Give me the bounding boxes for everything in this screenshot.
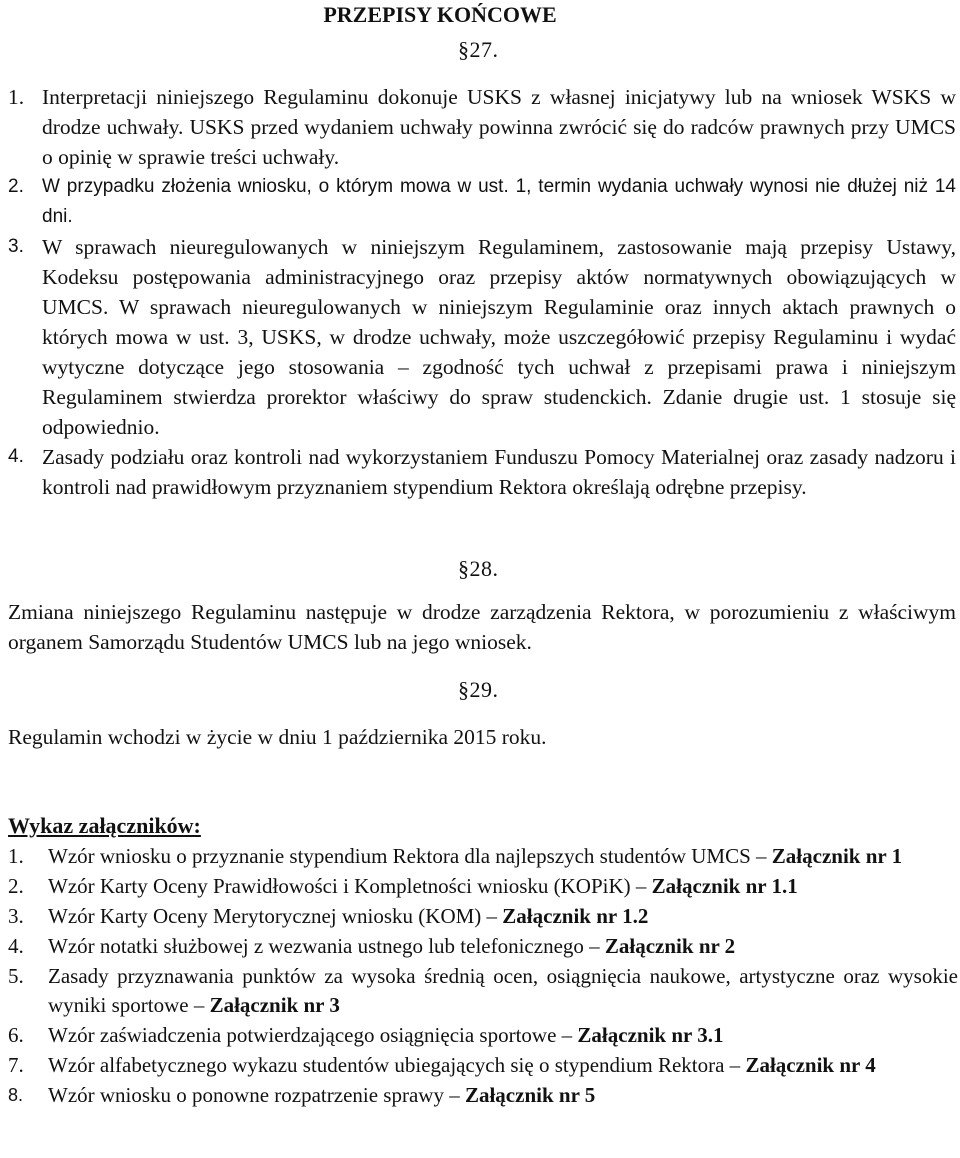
section-27-number: §27. [458,37,499,62]
attachments-list [8,842,958,1110]
chapter-title: PRZEPISY KOŃCOWE [323,2,557,27]
attachment-item: 1. Wzór wniosku o przyznanie stypendium Rektora dla najlepszych studentów UMCS – Załącznik nr 1 [8,844,903,868]
attachment-item: 3. Wzór Karty Oceny Merytorycznej wniosku (KOM) – Załącznik nr 1.2 [8,904,649,928]
attachment-item: 8. Wzór wniosku o ponowne rozpatrzenie sprawy – Załącznik nr 5 [8,1083,596,1107]
s27-item-2: 2. W przypadku złożenia wniosku, o którym mowa w ust. 1, termin wydania uchwały wynosi nie dłużej niż 14 dni. [8,176,956,227]
attachments-heading: Wykaz załączników: [8,813,201,838]
attachment-item: 2. Wzór Karty Oceny Prawidłowości i Kompletności wniosku (KOPiK) – Załącznik nr 1.1 [8,874,798,898]
attachment-item: 4. Wzór notatki służbowej z wezwania ustnego lub telefonicznego – Załącznik nr 2 [8,934,736,958]
section-28-number: §28. [458,556,499,581]
attachment-item: 7. Wzór alfabetycznego wykazu studentów ubiegających się o stypendium Rektora – Załącznik nr 4 [8,1053,876,1077]
s27-item-3: 3. W sprawach nieuregulowanych w niniejszym Regulaminem, zastosowanie mają przepisy Ustawy, Kodeksu postępowania administracyjnego oraz przepisy aktów normatywnych obowiązujących w UMCS. W sprawach nieuregulowanych w niniejszym Regulaminie oraz innych aktach prawnych o których mowa w ust. 3, USKS, w drodze uchwały, może uszczegółowić przepisy Regulaminu i wydać wytyczne dotyczące jego stosowania – zgodność tych uchwał z przepisami prawa i niniejszym Regulaminem stwierdza prorektor właściwy do spraw studenckich. Zdanie drugie ust. 1 stosuje się odpowiednio. [8,235,956,439]
s27-item-4: 4. Zasady podziału oraz kontroli nad wykorzystaniem Funduszu Pomocy Materialnej oraz zasady nadzoru i kontroli nad prawidłowym przyznaniem stypendium Rektora określają odrębne przepisy. [8,445,956,499]
section-29-number: §29. [458,677,499,702]
section-28-text: Zmiana niniejszego Regulaminu następuje w drodze zarządzenia Rektora, w porozumieniu z właściwym organem Samorządu Studentów UMCS lub na jego wniosek. [8,600,956,654]
attachment-item: 5. Zasady przyznawania punktów za wysoka średnią ocen, osiągnięcia naukowe, artystyczne oraz wysokie wyniki sportowe – Załącznik nr 3 [8,964,958,1017]
section-27-content [8,82,956,502]
attachment-item: 6. Wzór zaświadczenia potwierdzającego osiągnięcia sportowe – Załącznik nr 3.1 [8,1023,724,1047]
section-29-text: Regulamin wchodzi w życie w dniu 1 października 2015 roku. [8,725,547,749]
s27-item-1: 1. Interpretacji niniejszego Regulaminu dokonuje USKS z własnej inicjatywy lub na wniosek WSKS w drodze uchwały. USKS przed wydaniem uchwały powinna zwrócić się do radców prawnych przy UMCS o opinię w sprawie treści uchwały. [8,85,956,169]
